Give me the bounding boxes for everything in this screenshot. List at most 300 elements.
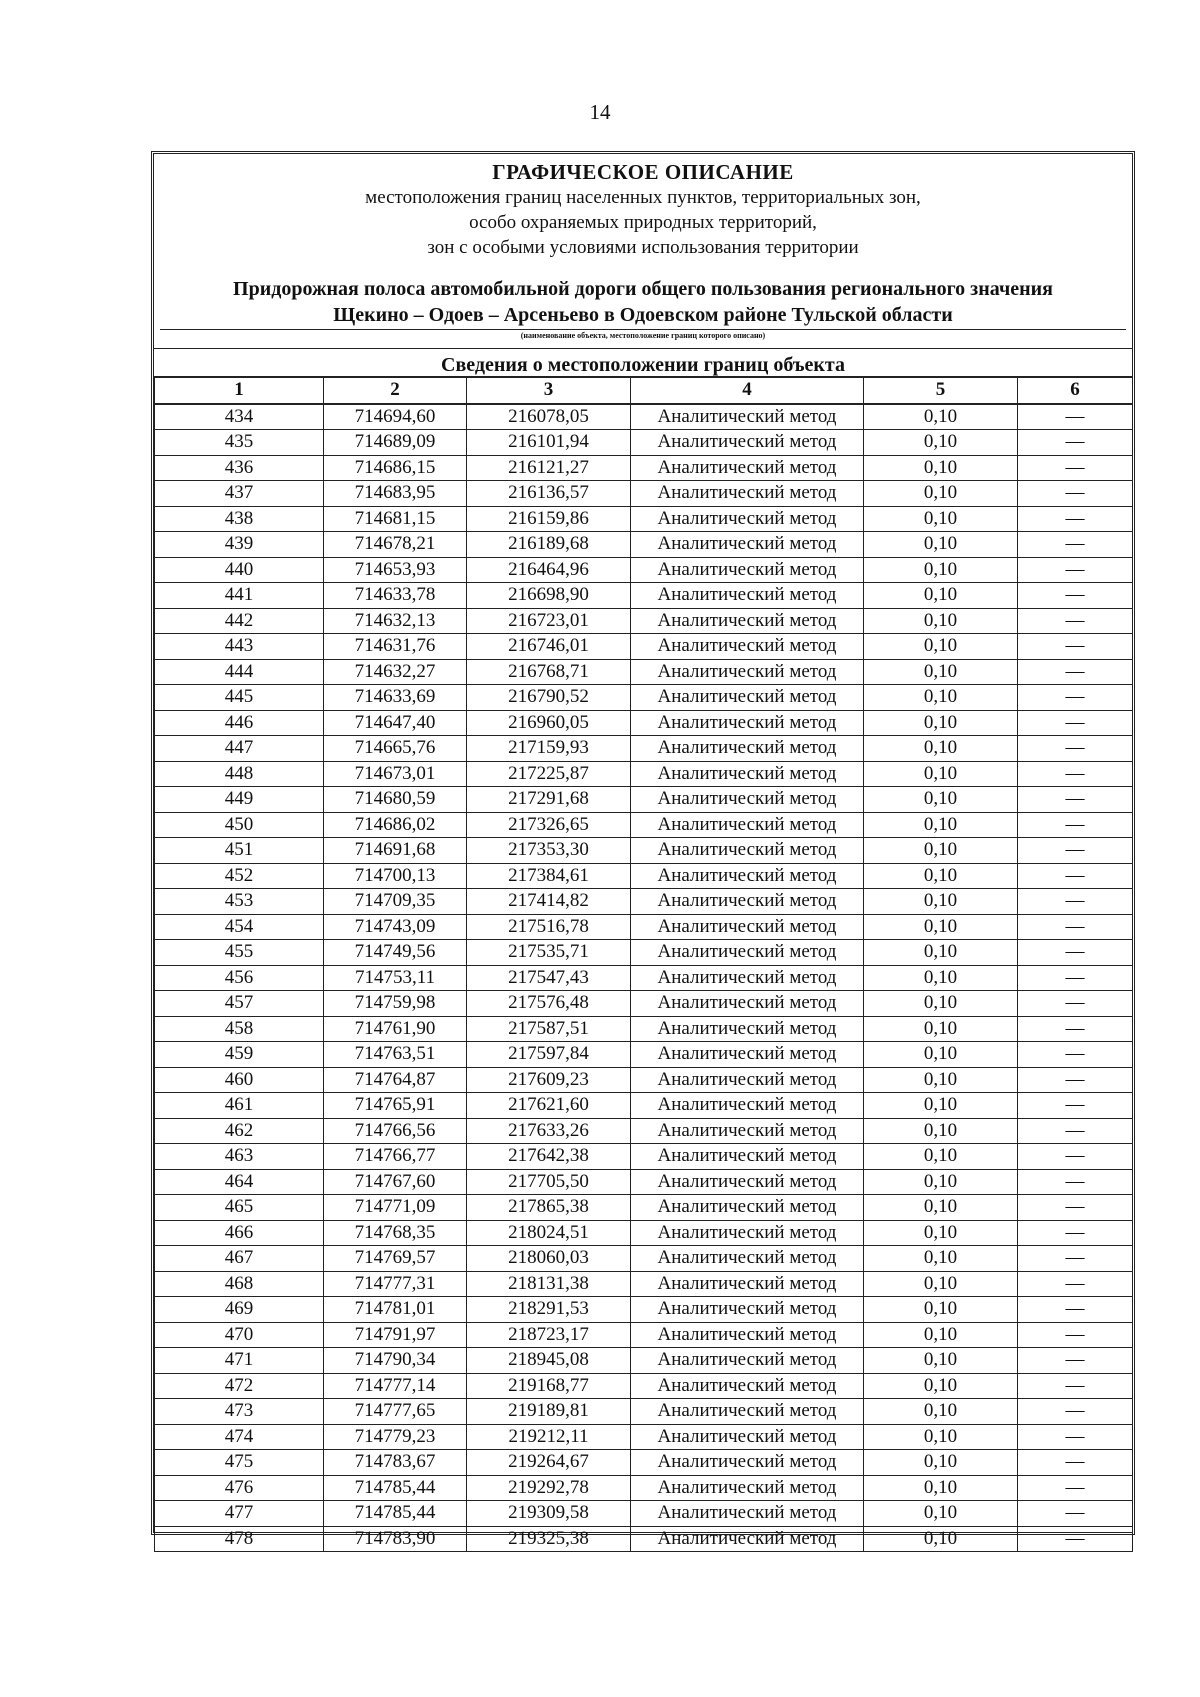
object-name-line-1: Придорожная полоса автомобильной дороги общего пользования регионального значения [233,278,1053,300]
x-coordinate-cell: 714771,09 [324,1195,467,1221]
y-coordinate-cell: 216136,57 [467,481,631,507]
accuracy-cell: 0,10 [864,863,1018,889]
column-header-6: 6 [1018,377,1133,404]
x-coordinate-cell: 714683,95 [324,481,467,507]
table-row [155,1475,1133,1501]
description-cell: — [1018,1195,1133,1221]
x-coordinate-cell: 714694,60 [324,404,467,430]
table-row [155,940,1133,966]
point-number-cell: 477 [155,1501,324,1527]
method-cell: Аналитический метод [631,1373,864,1399]
point-number-cell: 455 [155,940,324,966]
y-coordinate-cell: 218723,17 [467,1322,631,1348]
table-row [155,838,1133,864]
accuracy-cell: 0,10 [864,1220,1018,1246]
accuracy-cell: 0,10 [864,404,1018,430]
description-cell: — [1018,634,1133,660]
object-name-line-2: Щекино – Одоев – Арсеньево в Одоевском районе Тульской области [333,304,953,326]
method-cell: Аналитический метод [631,991,864,1017]
table-row [155,1322,1133,1348]
y-coordinate-cell: 216723,01 [467,608,631,634]
accuracy-cell: 0,10 [864,940,1018,966]
point-number-cell: 443 [155,634,324,660]
accuracy-cell: 0,10 [864,1526,1018,1552]
accuracy-cell: 0,10 [864,1399,1018,1425]
y-coordinate-cell: 217633,26 [467,1118,631,1144]
x-coordinate-cell: 714689,09 [324,430,467,456]
y-coordinate-cell: 219168,77 [467,1373,631,1399]
x-coordinate-cell: 714790,34 [324,1348,467,1374]
method-cell: Аналитический метод [631,710,864,736]
description-cell: — [1018,812,1133,838]
table-row [155,889,1133,915]
x-coordinate-cell: 714665,76 [324,736,467,762]
x-coordinate-cell: 714631,76 [324,634,467,660]
description-cell: — [1018,965,1133,991]
method-cell: Аналитический метод [631,940,864,966]
column-header-1: 1 [155,377,324,404]
accuracy-cell: 0,10 [864,583,1018,609]
description-cell: — [1018,1016,1133,1042]
x-coordinate-cell: 714633,78 [324,583,467,609]
accuracy-cell: 0,10 [864,557,1018,583]
method-cell: Аналитический метод [631,787,864,813]
point-number-cell: 446 [155,710,324,736]
point-number-cell: 471 [155,1348,324,1374]
point-number-cell: 444 [155,659,324,685]
description-cell: — [1018,1526,1133,1552]
description-cell: — [1018,1042,1133,1068]
x-coordinate-cell: 714749,56 [324,940,467,966]
method-cell: Аналитический метод [631,583,864,609]
y-coordinate-cell: 219325,38 [467,1526,631,1552]
x-coordinate-cell: 714765,91 [324,1093,467,1119]
accuracy-cell: 0,10 [864,761,1018,787]
table-row [155,787,1133,813]
x-coordinate-cell: 714743,09 [324,914,467,940]
accuracy-cell: 0,10 [864,1067,1018,1093]
method-cell: Аналитический метод [631,608,864,634]
document-title: ГРАФИЧЕСКОЕ ОПИСАНИЕ [492,160,794,184]
point-number-cell: 476 [155,1475,324,1501]
y-coordinate-cell: 217384,61 [467,863,631,889]
accuracy-cell: 0,10 [864,1475,1018,1501]
accuracy-cell: 0,10 [864,532,1018,558]
point-number-cell: 439 [155,532,324,558]
y-coordinate-cell: 216698,90 [467,583,631,609]
accuracy-cell: 0,10 [864,838,1018,864]
x-coordinate-cell: 714673,01 [324,761,467,787]
accuracy-cell: 0,10 [864,1246,1018,1272]
description-cell: — [1018,889,1133,915]
x-coordinate-cell: 714686,02 [324,812,467,838]
table-row [155,455,1133,481]
method-cell: Аналитический метод [631,1144,864,1170]
x-coordinate-cell: 714777,65 [324,1399,467,1425]
table-row [155,965,1133,991]
table-row [155,1144,1133,1170]
description-cell: — [1018,1144,1133,1170]
table-row [155,1220,1133,1246]
table-row [155,608,1133,634]
accuracy-cell: 0,10 [864,1348,1018,1374]
x-coordinate-cell: 714709,35 [324,889,467,915]
x-coordinate-cell: 714632,13 [324,608,467,634]
method-cell: Аналитический метод [631,659,864,685]
table-row [155,1348,1133,1374]
method-cell: Аналитический метод [631,812,864,838]
column-header-5: 5 [864,377,1018,404]
x-coordinate-cell: 714781,01 [324,1297,467,1323]
point-number-cell: 459 [155,1042,324,1068]
table-row [155,1118,1133,1144]
description-cell: — [1018,608,1133,634]
description-cell: — [1018,1297,1133,1323]
table-row [155,1399,1133,1425]
accuracy-cell: 0,10 [864,430,1018,456]
point-number-cell: 468 [155,1271,324,1297]
description-cell: — [1018,1067,1133,1093]
point-number-cell: 478 [155,1526,324,1552]
method-cell: Аналитический метод [631,736,864,762]
accuracy-cell: 0,10 [864,736,1018,762]
table-row [155,863,1133,889]
document-header [154,154,1132,372]
accuracy-cell: 0,10 [864,1450,1018,1476]
accuracy-cell: 0,10 [864,1144,1018,1170]
table-row [155,1373,1133,1399]
table-row [155,1016,1133,1042]
description-cell: — [1018,914,1133,940]
x-coordinate-cell: 714763,51 [324,1042,467,1068]
y-coordinate-cell: 219212,11 [467,1424,631,1450]
table-row [155,532,1133,558]
column-header-3: 3 [467,377,631,404]
y-coordinate-cell: 217225,87 [467,761,631,787]
point-number-cell: 469 [155,1297,324,1323]
point-number-cell: 474 [155,1424,324,1450]
accuracy-cell: 0,10 [864,506,1018,532]
x-coordinate-cell: 714769,57 [324,1246,467,1272]
y-coordinate-cell: 217326,65 [467,812,631,838]
point-number-cell: 434 [155,404,324,430]
point-number-cell: 452 [155,863,324,889]
y-coordinate-cell: 218945,08 [467,1348,631,1374]
description-cell: — [1018,1348,1133,1374]
y-coordinate-cell: 217587,51 [467,1016,631,1042]
subtitle-line-3: зон с особыми условиями использования территории [427,237,859,258]
table-row [155,1526,1133,1552]
y-coordinate-cell: 218060,03 [467,1246,631,1272]
accuracy-cell: 0,10 [864,1322,1018,1348]
accuracy-cell: 0,10 [864,634,1018,660]
y-coordinate-cell: 217291,68 [467,787,631,813]
table-row [155,1093,1133,1119]
y-coordinate-cell: 216159,86 [467,506,631,532]
description-cell: — [1018,1220,1133,1246]
point-number-cell: 447 [155,736,324,762]
point-number-cell: 458 [155,1016,324,1042]
accuracy-cell: 0,10 [864,455,1018,481]
table-row [155,659,1133,685]
x-coordinate-cell: 714632,27 [324,659,467,685]
x-coordinate-cell: 714761,90 [324,1016,467,1042]
method-cell: Аналитический метод [631,889,864,915]
section-title: Сведения о местоположении границ объекта [441,354,845,376]
y-coordinate-cell: 217865,38 [467,1195,631,1221]
method-cell: Аналитический метод [631,404,864,430]
method-cell: Аналитический метод [631,685,864,711]
table-row [155,1246,1133,1272]
x-coordinate-cell: 714766,77 [324,1144,467,1170]
accuracy-cell: 0,10 [864,889,1018,915]
x-coordinate-cell: 714759,98 [324,991,467,1017]
point-number-cell: 438 [155,506,324,532]
table-row [155,557,1133,583]
point-number-cell: 456 [155,965,324,991]
table-row [155,1067,1133,1093]
column-header-4: 4 [631,377,864,404]
x-coordinate-cell: 714681,15 [324,506,467,532]
description-cell: — [1018,1501,1133,1527]
accuracy-cell: 0,10 [864,1271,1018,1297]
point-number-cell: 440 [155,557,324,583]
accuracy-cell: 0,10 [864,1195,1018,1221]
description-cell: — [1018,1322,1133,1348]
table-row [155,404,1133,430]
table-row [155,634,1133,660]
point-number-cell: 449 [155,787,324,813]
method-cell: Аналитический метод [631,1118,864,1144]
method-cell: Аналитический метод [631,634,864,660]
method-cell: Аналитический метод [631,1271,864,1297]
table-row [155,1271,1133,1297]
table-row [155,1450,1133,1476]
point-number-cell: 441 [155,583,324,609]
table-row [155,736,1133,762]
y-coordinate-cell: 217705,50 [467,1169,631,1195]
description-cell: — [1018,557,1133,583]
x-coordinate-cell: 714764,87 [324,1067,467,1093]
point-number-cell: 453 [155,889,324,915]
accuracy-cell: 0,10 [864,991,1018,1017]
accuracy-cell: 0,10 [864,608,1018,634]
table-row [155,685,1133,711]
accuracy-cell: 0,10 [864,1016,1018,1042]
y-coordinate-cell: 219264,67 [467,1450,631,1476]
accuracy-cell: 0,10 [864,1042,1018,1068]
description-cell: — [1018,736,1133,762]
accuracy-cell: 0,10 [864,685,1018,711]
point-number-cell: 435 [155,430,324,456]
x-coordinate-cell: 714768,35 [324,1220,467,1246]
x-coordinate-cell: 714766,56 [324,1118,467,1144]
description-cell: — [1018,838,1133,864]
table-row [155,761,1133,787]
table-row [155,914,1133,940]
y-coordinate-cell: 217576,48 [467,991,631,1017]
point-number-cell: 454 [155,914,324,940]
description-cell: — [1018,863,1133,889]
method-cell: Аналитический метод [631,532,864,558]
method-cell: Аналитический метод [631,481,864,507]
point-number-cell: 460 [155,1067,324,1093]
y-coordinate-cell: 216101,94 [467,430,631,456]
method-cell: Аналитический метод [631,1475,864,1501]
accuracy-cell: 0,10 [864,1169,1018,1195]
description-cell: — [1018,1373,1133,1399]
accuracy-cell: 0,10 [864,1118,1018,1144]
x-coordinate-cell: 714777,31 [324,1271,467,1297]
point-number-cell: 451 [155,838,324,864]
x-coordinate-cell: 714678,21 [324,532,467,558]
point-number-cell: 436 [155,455,324,481]
method-cell: Аналитический метод [631,1526,864,1552]
method-cell: Аналитический метод [631,1246,864,1272]
description-cell: — [1018,1093,1133,1119]
page-number: 14 [589,100,611,124]
method-cell: Аналитический метод [631,1501,864,1527]
table-body [155,404,1133,1552]
table-row [155,583,1133,609]
description-cell: — [1018,1246,1133,1272]
method-cell: Аналитический метод [631,557,864,583]
method-cell: Аналитический метод [631,1220,864,1246]
description-cell: — [1018,991,1133,1017]
table-row [155,710,1133,736]
accuracy-cell: 0,10 [864,1297,1018,1323]
table-row [155,506,1133,532]
y-coordinate-cell: 216121,27 [467,455,631,481]
y-coordinate-cell: 217414,82 [467,889,631,915]
accuracy-cell: 0,10 [864,1501,1018,1527]
description-cell: — [1018,659,1133,685]
y-coordinate-cell: 216768,71 [467,659,631,685]
description-cell: — [1018,1169,1133,1195]
table-row [155,1169,1133,1195]
x-coordinate-cell: 714791,97 [324,1322,467,1348]
description-cell: — [1018,1475,1133,1501]
description-cell: — [1018,1424,1133,1450]
description-cell: — [1018,404,1133,430]
x-coordinate-cell: 714785,44 [324,1475,467,1501]
method-cell: Аналитический метод [631,1450,864,1476]
description-cell: — [1018,1450,1133,1476]
accuracy-cell: 0,10 [864,710,1018,736]
description-cell: — [1018,455,1133,481]
y-coordinate-cell: 216960,05 [467,710,631,736]
x-coordinate-cell: 714700,13 [324,863,467,889]
method-cell: Аналитический метод [631,1424,864,1450]
y-coordinate-cell: 216464,96 [467,557,631,583]
point-number-cell: 463 [155,1144,324,1170]
column-header-2: 2 [324,377,467,404]
description-cell: — [1018,685,1133,711]
point-number-cell: 467 [155,1246,324,1272]
y-coordinate-cell: 219309,58 [467,1501,631,1527]
x-coordinate-cell: 714653,93 [324,557,467,583]
description-cell: — [1018,940,1133,966]
description-cell: — [1018,1271,1133,1297]
accuracy-cell: 0,10 [864,787,1018,813]
description-cell: — [1018,532,1133,558]
point-number-cell: 461 [155,1093,324,1119]
method-cell: Аналитический метод [631,430,864,456]
method-cell: Аналитический метод [631,1093,864,1119]
point-number-cell: 437 [155,481,324,507]
x-coordinate-cell: 714647,40 [324,710,467,736]
x-coordinate-cell: 714779,23 [324,1424,467,1450]
y-coordinate-cell: 217609,23 [467,1067,631,1093]
accuracy-cell: 0,10 [864,659,1018,685]
y-coordinate-cell: 217547,43 [467,965,631,991]
x-coordinate-cell: 714785,44 [324,1501,467,1527]
subtitle-line-2: особо охраняемых природных территорий, [469,212,817,233]
x-coordinate-cell: 714777,14 [324,1373,467,1399]
accuracy-cell: 0,10 [864,1424,1018,1450]
table-row [155,1042,1133,1068]
table-row [155,430,1133,456]
description-cell: — [1018,430,1133,456]
y-coordinate-cell: 217535,71 [467,940,631,966]
y-coordinate-cell: 218291,53 [467,1297,631,1323]
x-coordinate-cell: 714686,15 [324,455,467,481]
method-cell: Аналитический метод [631,506,864,532]
method-cell: Аналитический метод [631,761,864,787]
coordinates-table [154,376,1133,1552]
x-coordinate-cell: 714680,59 [324,787,467,813]
method-cell: Аналитический метод [631,455,864,481]
method-cell: Аналитический метод [631,914,864,940]
description-cell: — [1018,481,1133,507]
y-coordinate-cell: 218131,38 [467,1271,631,1297]
description-cell: — [1018,710,1133,736]
accuracy-cell: 0,10 [864,1373,1018,1399]
point-number-cell: 473 [155,1399,324,1425]
point-number-cell: 465 [155,1195,324,1221]
y-coordinate-cell: 217159,93 [467,736,631,762]
x-coordinate-cell: 714753,11 [324,965,467,991]
x-coordinate-cell: 714783,67 [324,1450,467,1476]
point-number-cell: 462 [155,1118,324,1144]
x-coordinate-cell: 714633,69 [324,685,467,711]
point-number-cell: 470 [155,1322,324,1348]
accuracy-cell: 0,10 [864,1093,1018,1119]
y-coordinate-cell: 216189,68 [467,532,631,558]
method-cell: Аналитический метод [631,838,864,864]
point-number-cell: 448 [155,761,324,787]
method-cell: Аналитический метод [631,863,864,889]
y-coordinate-cell: 217621,60 [467,1093,631,1119]
y-coordinate-cell: 217642,38 [467,1144,631,1170]
description-cell: — [1018,506,1133,532]
accuracy-cell: 0,10 [864,812,1018,838]
table-row [155,1195,1133,1221]
y-coordinate-cell: 217597,84 [467,1042,631,1068]
y-coordinate-cell: 217516,78 [467,914,631,940]
table-row [155,1297,1133,1323]
point-number-cell: 475 [155,1450,324,1476]
point-number-cell: 464 [155,1169,324,1195]
description-cell: — [1018,1118,1133,1144]
point-number-cell: 466 [155,1220,324,1246]
description-cell: — [1018,583,1133,609]
table-header-row [155,377,1133,404]
y-coordinate-cell: 219189,81 [467,1399,631,1425]
table-row [155,991,1133,1017]
y-coordinate-cell: 219292,78 [467,1475,631,1501]
subtitle-line-1: местоположения границ населенных пунктов, территориальных зон, [365,187,921,208]
